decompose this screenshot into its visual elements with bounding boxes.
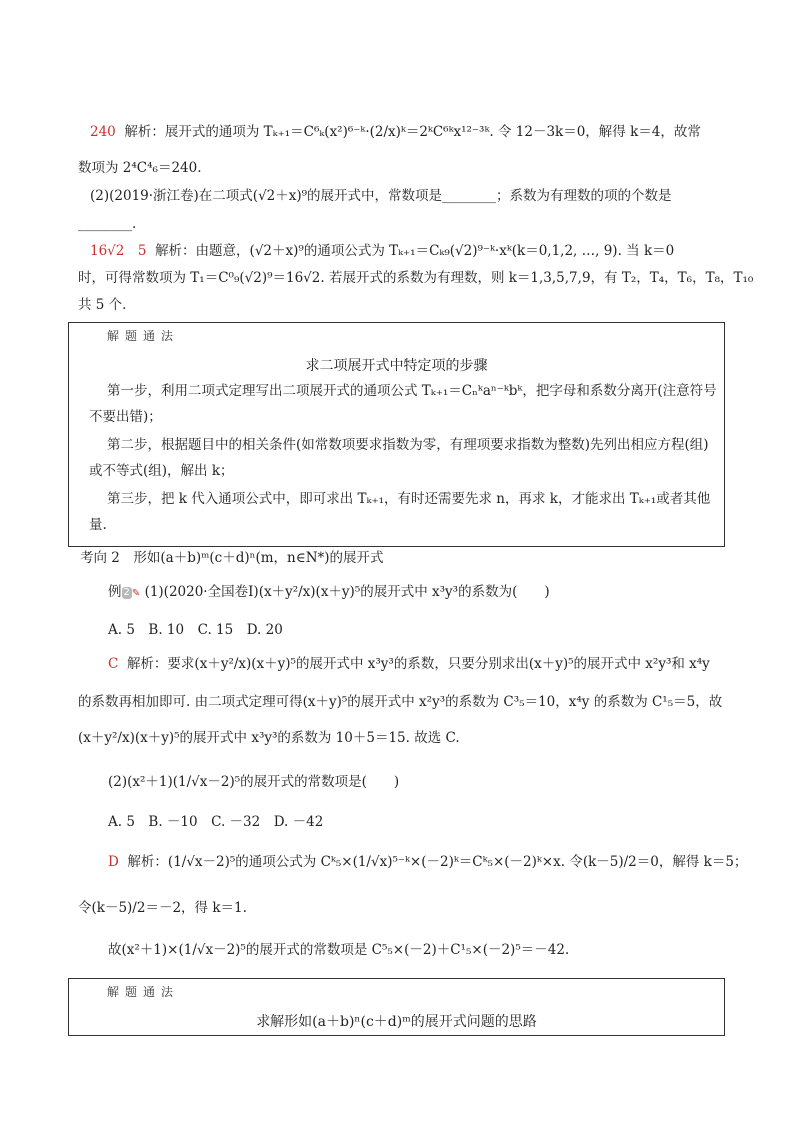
example-question [108,582,550,604]
solution-text: 共 5 个. [78,297,127,313]
question-text: (1)(2020·全国卷Ⅰ)(x＋y²/x)(x＋y)⁵的展开式中 x³y³的系数为( ) [144,584,550,600]
solution-1 [90,122,701,142]
answer: D [108,854,119,870]
pen-icon: ✎ [131,588,141,599]
method-box [68,322,725,547]
answer: 240 [90,124,116,140]
example-label: 例 [108,584,122,600]
box-title: 解题通法 [107,329,180,343]
example-number: 2 [123,587,130,598]
method-box [68,978,725,1036]
solution-text: 令(k－5)/2＝－2，得 k＝1. [78,900,247,916]
box-title: 解题通法 [107,985,180,999]
question-text: (2)(2019·浙江卷)在二项式(√2＋x)⁹的展开式中，常数项是________；系数为有理数的项的个数是 [90,188,672,204]
box-text: 第二步，根据题目中的相关条件(如常数项要求指数为零，有理项要求指数为整数)先列出相应方程(组) [107,437,709,453]
answer: 16√2 5 [90,243,147,259]
solution-text: 解析：展开式的通项为 Tₖ₊₁＝C⁶ₖ(x²)⁶⁻ᵏ·(2/x)ᵏ＝2ᵏC⁶ᵏx¹²⁻³ᵏ. 令 12－3k＝0，解得 k＝4，故常 [124,124,701,140]
options: A. 5 B. －10 C. －32 D. －42 [108,814,324,830]
box-text: 第三步，把 k 代入通项公式中，即可求出 Tₖ₊₁，有时还需要先求 n，再求 k，才能求出 Tₖ₊₁或者其他 [107,491,711,507]
question-text: (2)(x²＋1)(1/√x－2)⁵的展开式的常数项是( ) [108,774,400,790]
box-heading: 求二项展开式中特定项的步骤 [305,358,488,374]
box-text: 量. [89,517,107,533]
options: A. 5 B. 10 C. 15 D. 20 [108,622,283,638]
box-heading: 求解形如(a＋b)ⁿ(c＋d)ᵐ的展开式问题的思路 [256,1014,537,1030]
box-text: 第一步，利用二项式定理写出二项展开式的通项公式 Tₖ₊₁＝Cₙᵏaⁿ⁻ᵏbᵏ，把字母和系数分离开(注意符号 [107,383,717,399]
solution-text: 解析：由题意，(√2＋x)⁹的通项公式为 Tₖ₊₁＝Cₖ₉(√2)⁹⁻ᵏ·xᵏ(k＝0,1,2, …, 9). 当 k＝0 [155,243,675,259]
solution-text: 解析：(1/√x－2)⁵的通项公式为 Cᵏ₅×(1/√x)⁵⁻ᵏ×(－2)ᵏ＝Cᵏ₅×(－2)ᵏ×x. 令(k－5)/2＝0，解得 k＝5； [127,854,748,870]
solution-2 [90,241,674,261]
solution-text: 数项为 2⁴C⁴₆＝240. [78,160,202,176]
solution-text: 故(x²＋1)×(1/√x－2)⁵的展开式的常数项是 C⁵₅×(－2)＋C¹₅×(－2)⁵＝－42. [108,942,570,958]
section-heading: 考向 2 形如(a＋b)ᵐ(c＋d)ⁿ(m，n∈N*)的展开式 [80,550,384,566]
solution-text: 的系数再相加即可. 由二项式定理可得(x＋y)⁵的展开式中 x²y³的系数为 C³₅＝10，x⁴y 的系数为 C¹₅＝5，故 [78,694,723,710]
solution-text: (x＋y²/x)(x＋y)⁵的展开式中 x³y³的系数为 10＋5＝15. 故选 C. [78,730,460,746]
box-text: 不要出错)； [89,409,162,425]
answer: C [108,656,119,672]
solution-text: 时，可得常数项为 T₁＝C⁰₉(√2)⁹＝16√2. 若展开式的系数为有理数，则 k＝1,3,5,7,9，有 T₂，T₄，T₆，T₈，T₁₀ [78,270,754,286]
solution-4 [108,852,747,872]
solution-3 [108,654,710,674]
box-text: 或不等式(组)，解出 k； [89,463,234,479]
question-text: ________. [78,216,137,232]
solution-text: 解析：要求(x＋y²/x)(x＋y)⁵的展开式中 x³y³的系数，只要分别求出(x＋y)⁵的展开式中 x²y³和 x⁴y [126,656,710,672]
